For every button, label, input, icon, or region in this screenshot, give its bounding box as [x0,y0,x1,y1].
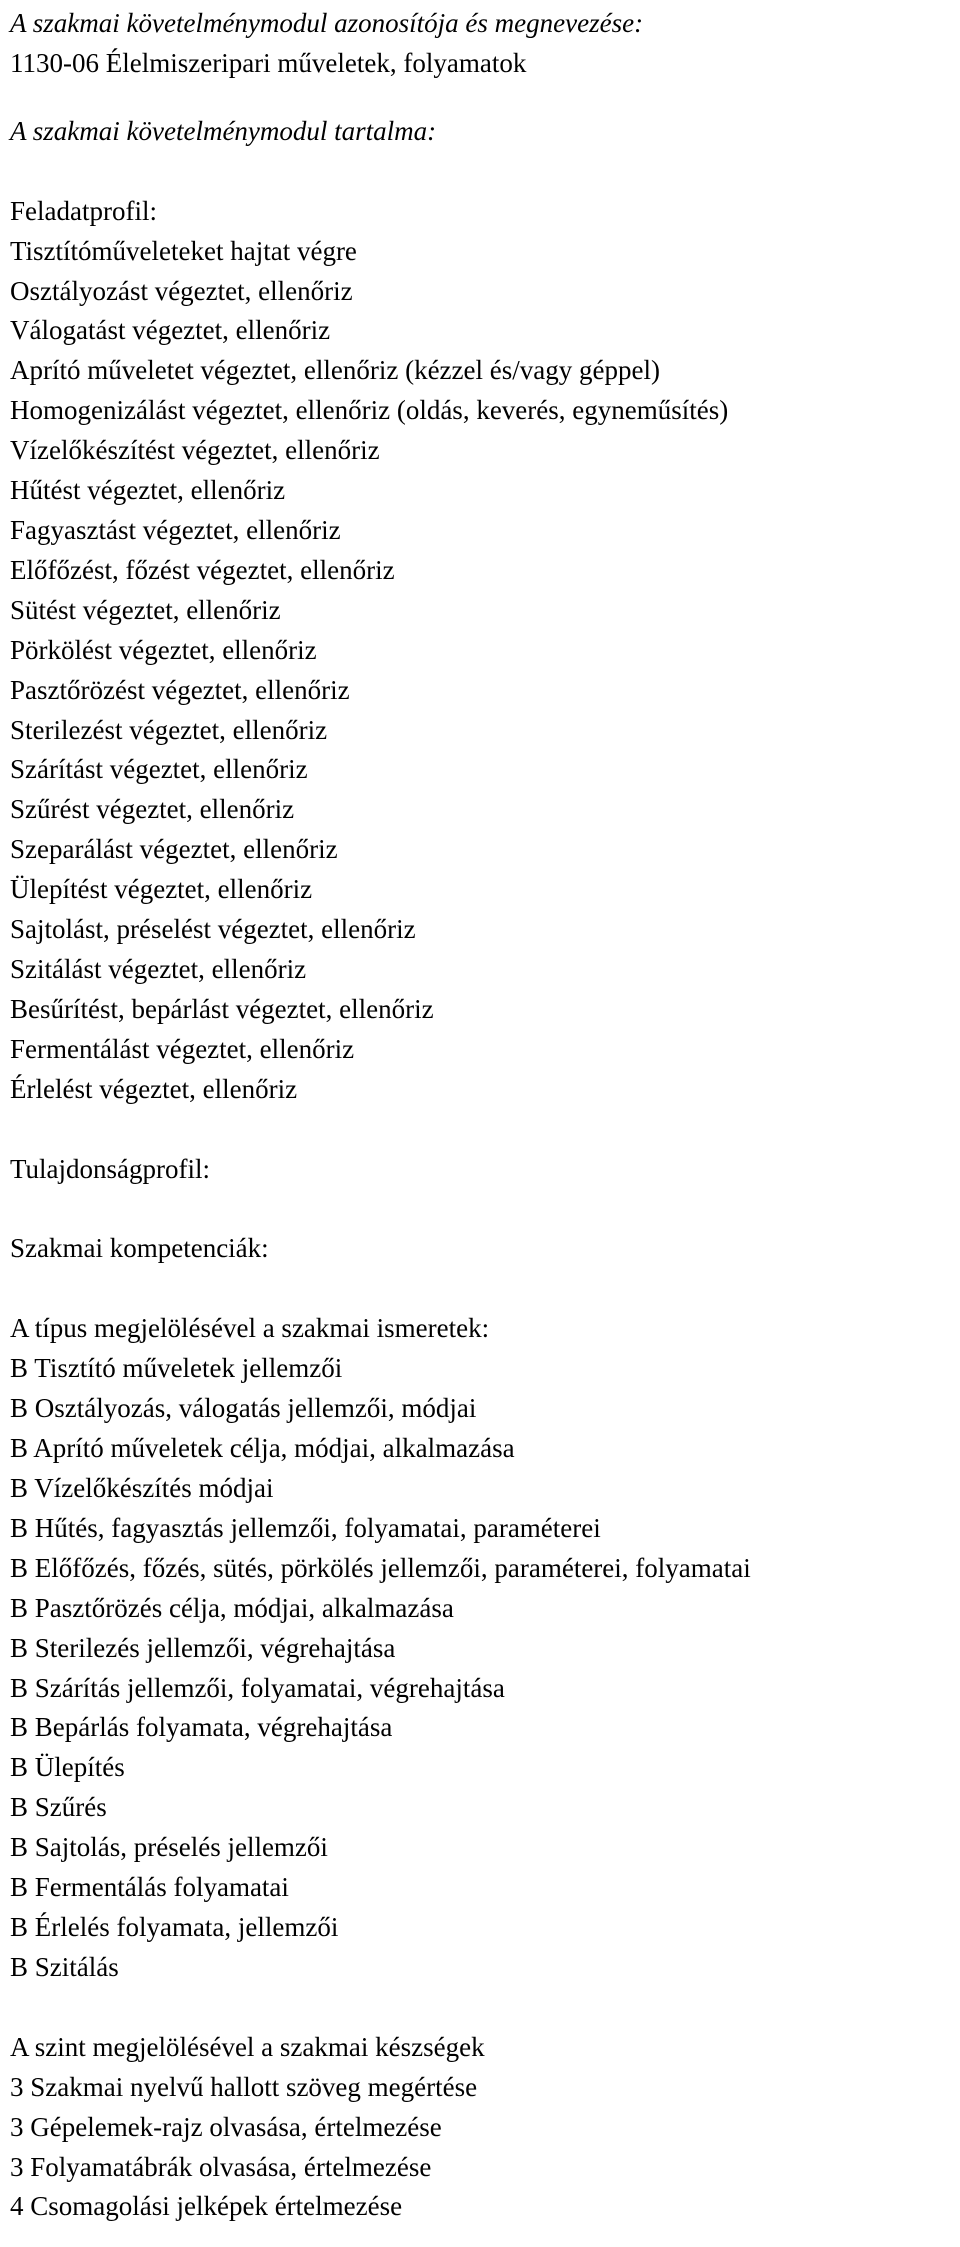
task-profile-heading: Feladatprofil: [10,195,157,226]
list-item: B Szitálás [10,1951,119,1982]
list-item: Pörkölést végeztet, ellenőriz [10,634,317,665]
list-item: Homogenizálást végeztet, ellenőriz (oldás, keverés, egyneműsítés) [10,395,729,426]
list-item: B Osztályozás, válogatás jellemzői, módjai [10,1393,477,1424]
list-item: Szitálást végeztet, ellenőriz [10,953,307,984]
list-item: Hűtést végeztet, ellenőriz [10,475,286,506]
module-id-label: A szakmai követelménymodul azonosítója és megnevezése: [10,8,644,38]
list-item: 3 Folyamatábrák olvasása, értelmezése [10,2151,432,2182]
skills-list [10,2068,955,2228]
list-item: B Bepárlás folyamata, végrehajtása [10,1712,393,1743]
list-item: Besűrítést, bepárlást végeztet, ellenőriz [10,993,434,1024]
list-item: Aprító műveletet végeztet, ellenőriz (kézzel és/vagy géppel) [10,355,660,386]
list-item: Sterilezést végeztet, ellenőriz [10,714,328,745]
list-item: B Vízelőkészítés módjai [10,1473,274,1503]
list-item: B Szárítás jellemzői, folyamatai, végrehajtása [10,1672,505,1703]
list-item: Pasztőrözést végeztet, ellenőriz [10,674,350,705]
list-item: B Aprító műveletek célja, módjai, alkalmazása [10,1433,515,1464]
list-item: Szeparálást végeztet, ellenőriz [10,834,338,865]
knowledge-heading: A típus megjelölésével a szakmai ismeretek: [10,1313,490,1344]
list-item: Vízelőkészítést végeztet, ellenőriz [10,435,380,466]
list-item: B Tisztító műveletek jellemzői [10,1353,343,1384]
property-profile-heading: Tulajdonságprofil: [10,1153,211,1184]
list-item: 4 Csomagolási jelképek értelmezése [10,2191,403,2222]
list-item: Tisztítóműveleteket hajtat végre [10,235,357,266]
list-item: B Sterilezés jellemzői, végrehajtása [10,1632,396,1663]
list-item: Sajtolást, préselést végeztet, ellenőriz [10,914,416,945]
list-item: 3 Gépelemek-rajz olvasása, értelmezése [10,2111,442,2142]
module-content-label: A szakmai követelménymodul tartalma: [10,115,437,146]
task-profile-list [10,232,955,1110]
list-item: Fermentálást végeztet, ellenőriz [10,1033,355,1064]
list-item: B Ülepítés [10,1752,125,1783]
list-item: B Sajtolás, préselés jellemzői [10,1832,328,1863]
list-item: B Szűrés [10,1792,107,1823]
list-item: Érlelést végeztet, ellenőriz [10,1073,298,1104]
module-id-value: 1130-06 Élelmiszeripari műveletek, folyamatok [10,47,527,78]
knowledge-list [10,1349,955,1988]
list-item: Szárítást végeztet, ellenőriz [10,754,308,785]
list-item: B Fermentálás folyamatai [10,1872,289,1903]
competencies-heading: Szakmai kompetenciák: [10,1233,269,1264]
skills-heading: A szint megjelölésével a szakmai készségek [10,2031,485,2062]
list-item: Ülepítést végeztet, ellenőriz [10,874,313,905]
list-item: Válogatást végeztet, ellenőriz [10,315,331,346]
list-item: B Előfőzés, főzés, sütés, pörkölés jellemzői, paraméterei, folyamatai [10,1552,751,1583]
list-item: Fagyasztást végeztet, ellenőriz [10,514,341,545]
list-item: 3 Szakmai nyelvű hallott szöveg megértése [10,2071,478,2102]
list-item: B Érlelés folyamata, jellemzői [10,1911,339,1942]
list-item: B Hűtés, fagyasztás jellemzői, folyamatai, paraméterei [10,1512,601,1543]
document-page [10,4,955,2227]
list-item: Előfőzést, főzést végeztet, ellenőriz [10,554,395,585]
list-item: Szűrést végeztet, ellenőriz [10,794,295,825]
list-item: Sütést végeztet, ellenőriz [10,594,281,625]
list-item: Osztályozást végeztet, ellenőriz [10,275,353,306]
list-item: B Pasztőrözés célja, módjai, alkalmazása [10,1592,454,1623]
